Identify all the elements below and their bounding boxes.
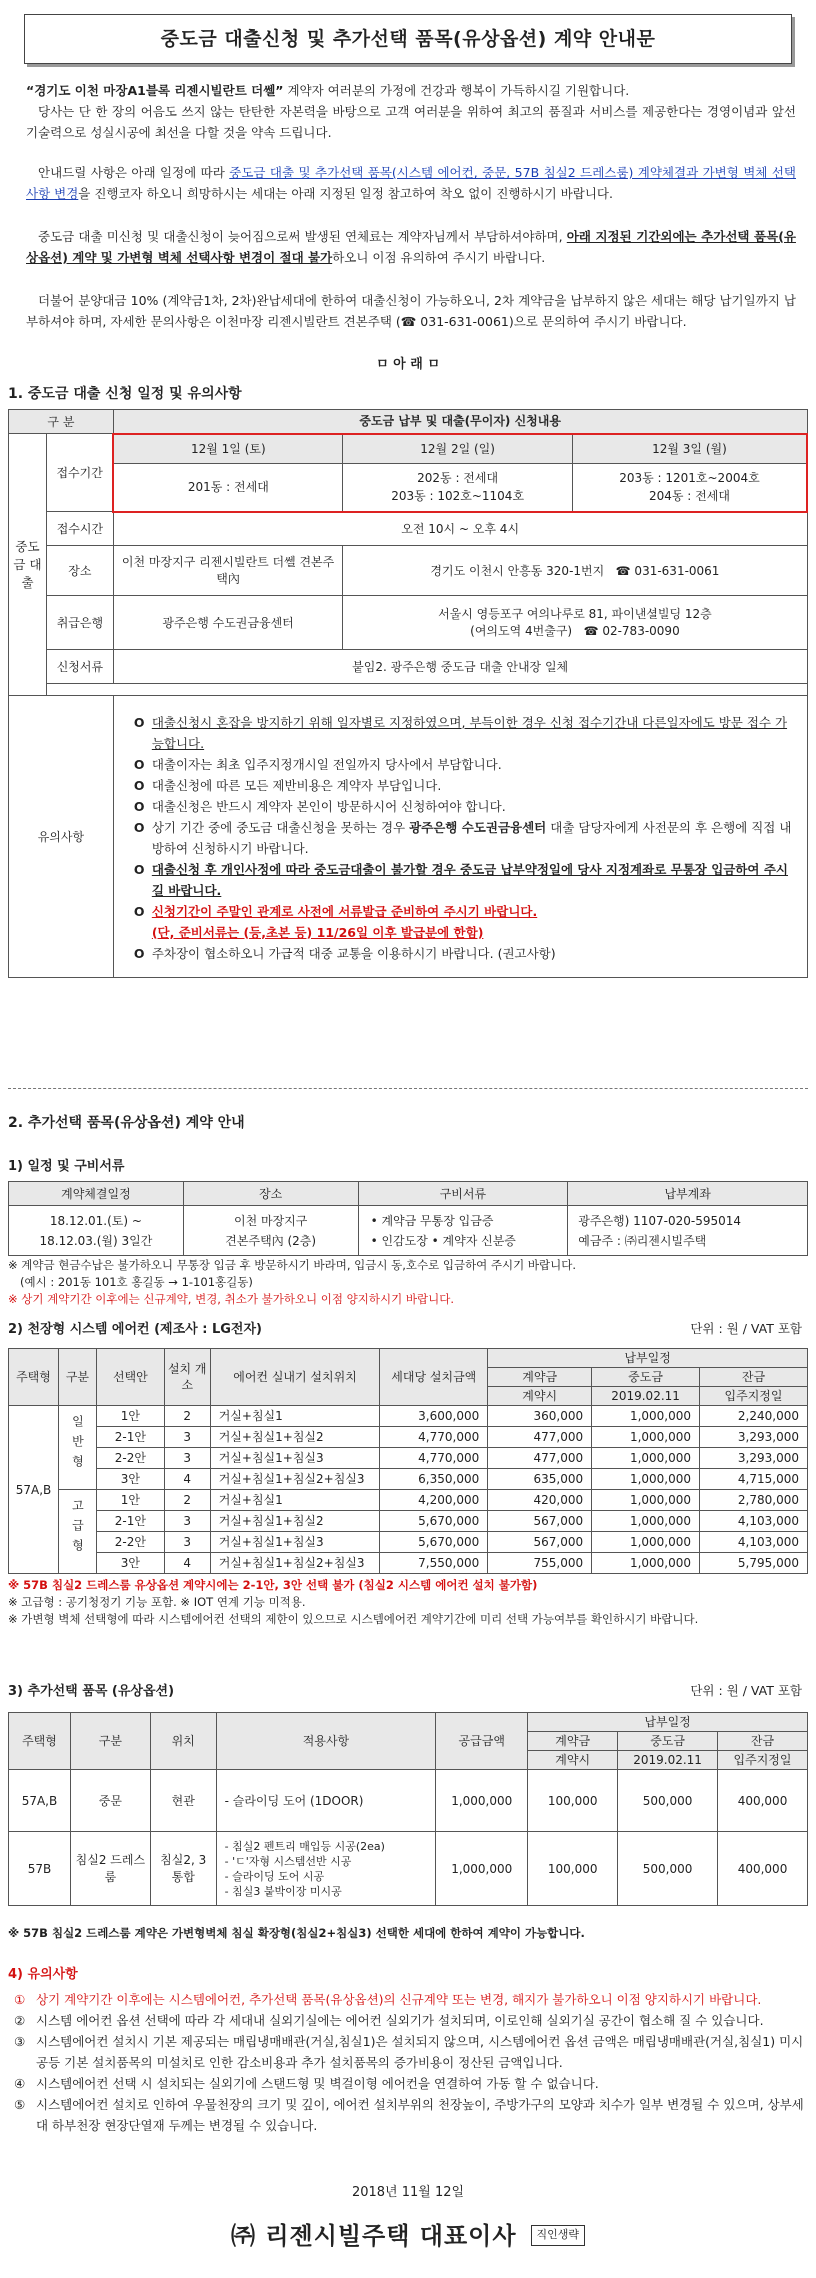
caution-item — [132, 754, 793, 775]
contract-doc-line2: • 인감도장 • 계약자 신분증 — [370, 1233, 516, 1248]
caution-cell — [113, 696, 807, 978]
sub-heading-schedule: 1) 일정 및 구비서류 — [8, 1159, 125, 1174]
sub-heading-options: 3) 추가선택 품목 (유상옵션) — [8, 1684, 175, 1699]
ac-header-count: 설치 개소 — [164, 1349, 210, 1406]
caution-item — [132, 817, 793, 859]
note-cash: ※ 계약금 현금수납은 불가하오니 무통장 입금 후 방문하시기 바라며, 입금시 동,호수로 입금하여 주시기 바랍니다. — [8, 1258, 577, 1272]
caution-numbered-text: 시스템에어컨 설치시 기본 제공되는 매립냉매배관(거실,침실1)은 설치되지 않으며, 시스템에어컨 옵션 금액은 매립냉매배관(거실,침실1) 미시공등 기본 설치품목의 미설치로 인한 감소비용과 추가 설치품목의 증가비용이 정산된 금액입니다. — [36, 2034, 804, 2070]
place-address — [343, 546, 807, 596]
ac-location: 거실+침실1+침실2+침실3 — [210, 1553, 380, 1574]
sub-heading-aircon: 2) 천장형 시스템 에어컨 (제조사 : LG전자) — [8, 1322, 262, 1337]
ac-group-premium — [58, 1490, 96, 1574]
ac-balance: 4,715,000 — [700, 1469, 808, 1490]
unit-label-2: 단위 : 원 / VAT 포함 — [690, 1683, 802, 1698]
op-header-balance: 잔금 — [718, 1732, 808, 1751]
ac-header-balance-when: 입주지정일 — [700, 1387, 808, 1406]
payment-account — [568, 1206, 808, 1256]
ac-choice: 2-1안 — [96, 1427, 164, 1448]
caution-recommend: (권고사항) — [493, 945, 556, 961]
sub-heading-caution: 4) 유의사항 — [8, 1967, 78, 1982]
bank-address-line2 — [346, 623, 803, 640]
caution-text: 대출이자는 최초 입주지정개시일 전일까지 당사에서 부담합니다. — [151, 756, 502, 772]
caution-text: 주차장이 협소하오니 가급적 대중 교통을 이용하시기 바랍니다. — [151, 945, 494, 961]
deadline-warning: 아래 지정된 기간외에는 추가선택 품목(유상옵션) 계약 및 가변형 벽체 선택사항 변경이 절대 불가 — [26, 229, 796, 265]
bank-address-line1: 서울시 영등포구 여의나루로 81, 파이낸셜빌딩 12층 — [438, 606, 712, 621]
seal-omitted-stamp: 직인생략 — [531, 2225, 586, 2246]
date-3-buildings — [572, 464, 807, 512]
intro-paragraph-3 — [26, 226, 796, 268]
number-3-icon: ③ — [14, 2034, 26, 2049]
bank-address — [343, 596, 807, 650]
date-2-buildings — [343, 464, 573, 512]
required-docs: 붙임2. 광주은행 중도금 대출 안내장 일체 — [113, 650, 807, 684]
section-2-heading: 2. 추가선택 품목(유상옵션) 계약 안내 — [8, 1115, 245, 1131]
ac-count: 3 — [164, 1511, 210, 1532]
aircon-table — [8, 1348, 808, 1574]
ac-type: 57A,B — [9, 1406, 59, 1574]
row-label-docs: 신청서류 — [46, 650, 113, 684]
page-title: 중도금 대출신청 및 추가선택 품목(유상옵션) 계약 안내문 — [24, 14, 792, 64]
bullet-icon: O — [133, 819, 145, 835]
bank-station: (여의도역 4번출구) — [470, 623, 573, 638]
ac-deposit: 477,000 — [488, 1448, 592, 1469]
op-gubun: 중문 — [70, 1770, 150, 1832]
caution-item — [132, 901, 793, 943]
op-gubun: 침실2 드레스룸 — [70, 1832, 150, 1906]
op-deposit: 100,000 — [528, 1770, 618, 1832]
schedule-header: 납부계좌 — [568, 1182, 808, 1206]
ac-deposit: 420,000 — [488, 1490, 592, 1511]
ac-group-standard-label: 일반형 — [70, 1415, 85, 1475]
caution-numbered-text: 시스템 에어컨 옵션 선택에 따라 각 세대내 실외기실에는 에어컨 실외기가 설치되며, 이로인해 실외기실 공간이 협소해 질 수 있습니다. — [36, 2013, 764, 2028]
number-5-icon: ⑤ — [14, 2097, 26, 2112]
ac-header-middle-when: 2019.02.11 — [592, 1387, 700, 1406]
note-variable-wall: ※ 가변형 벽체 선택형에 따라 시스템에어컨 선택의 제한이 있으므로 시스템에어컨 계약기간에 미리 선택 가능여부를 확인하시기 바랍니다. — [8, 1612, 699, 1626]
caution-text: 대출신청시 혼잡을 방지하기 위해 일자별로 지정하였으며, 부득이한 경우 신청 접수기간내 다른일자에도 방문 접수 가능합니다. — [151, 714, 788, 751]
caution-numbered-item — [14, 2010, 804, 2031]
row-label-caution: 유의사항 — [9, 696, 114, 978]
unit-label: 단위 : 원 / VAT 포함 — [690, 1321, 802, 1336]
ac-middle: 1,000,000 — [592, 1448, 700, 1469]
op-price: 1,000,000 — [436, 1832, 528, 1906]
deadline-text-b: 하오니 이점 유의하여 주시기 바랍니다. — [332, 250, 546, 265]
op-header-middle: 중도금 — [618, 1732, 718, 1751]
op-apply: - 슬라이딩 도어 (1DOOR) — [216, 1770, 436, 1832]
bullet-icon: O — [133, 756, 145, 772]
schedule-header: 장소 — [183, 1182, 358, 1206]
intro-paragraph-2 — [26, 162, 796, 204]
op-header-location: 위치 — [150, 1713, 216, 1770]
op-type: 57B — [9, 1832, 71, 1906]
ac-count: 2 — [164, 1490, 210, 1511]
caution-numbered-text: 상기 계약기간 이후에는 시스템에어컨, 추가선택 품목(유상옵션)의 신규계약 또는 변경, 해지가 불가하오니 이점 양지하시기 바랍니다. — [36, 1992, 762, 2007]
ac-location: 거실+침실1+침실3 — [210, 1448, 380, 1469]
loan-group-label: 중도금 대출 — [9, 434, 47, 696]
caution-text-c: 대출 담당자에게 사전문의 후 은행에 직접 내방하여 신청하시기 바랍니다. — [151, 819, 792, 856]
project-name: “경기도 이천 마장A1블록 리젠시빌란트 더쎌” — [26, 83, 284, 98]
ac-header-balance: 잔금 — [700, 1368, 808, 1387]
ac-price: 5,670,000 — [380, 1532, 488, 1553]
ac-location: 거실+침실1+침실2+침실3 — [210, 1469, 380, 1490]
ac-header-type: 주택형 — [9, 1349, 59, 1406]
ac-choice: 3안 — [96, 1553, 164, 1574]
section-divider — [8, 1088, 808, 1089]
number-1-icon: ① — [14, 1992, 26, 2007]
ac-choice: 2-1안 — [96, 1511, 164, 1532]
op-type: 57A,B — [9, 1770, 71, 1832]
op-header-type: 주택형 — [9, 1713, 71, 1770]
ac-middle: 1,000,000 — [592, 1490, 700, 1511]
intro-paragraph-1 — [26, 80, 796, 143]
caution-text: 대출신청은 반드시 계약자 본인이 방문하시어 신청하여야 합니다. — [151, 798, 506, 814]
ac-choice: 2-2안 — [96, 1448, 164, 1469]
caution-item — [132, 943, 793, 964]
ac-count: 2 — [164, 1406, 210, 1427]
caution-numbered-item — [14, 2031, 804, 2073]
ac-balance: 5,795,000 — [700, 1553, 808, 1574]
caution-item — [132, 775, 793, 796]
ac-middle: 1,000,000 — [592, 1511, 700, 1532]
ac-choice: 2-2안 — [96, 1532, 164, 1553]
ac-middle: 1,000,000 — [592, 1406, 700, 1427]
signature-block — [0, 2218, 816, 2254]
caution-bank: 광주은행 수도권금융센터 — [409, 819, 547, 835]
op-header-gubun: 구분 — [70, 1713, 150, 1770]
ac-choice: 1안 — [96, 1490, 164, 1511]
ac-header-pay: 납부일정 — [488, 1349, 808, 1368]
ac-deposit: 567,000 — [488, 1532, 592, 1553]
ac-price: 4,770,000 — [380, 1448, 488, 1469]
caution-numbered-item — [14, 2094, 804, 2136]
schedule-text-a: 안내드릴 사항은 아래 일정에 따라 — [38, 165, 230, 180]
ac-group-standard — [58, 1406, 96, 1490]
ac-header-price: 세대당 설치금액 — [380, 1349, 488, 1406]
contract-date-end: 18.12.03.(월) 3일간 — [39, 1233, 153, 1248]
op-header-apply: 적용사항 — [216, 1713, 436, 1770]
ac-deposit: 567,000 — [488, 1511, 592, 1532]
contract-dates — [9, 1206, 184, 1256]
note-premium: ※ 고급형 : 공기청정기 기능 포함. ※ IOT 연계 기능 미적용. — [8, 1595, 306, 1609]
ac-header-choice: 선택안 — [96, 1349, 164, 1406]
date-3-building-b: 204동 : 전세대 — [648, 489, 730, 504]
ac-header-location: 에어컨 실내기 설치위치 — [210, 1349, 380, 1406]
spacer-cell — [46, 684, 807, 696]
ac-price: 6,350,000 — [380, 1469, 488, 1490]
contract-date-start: 18.12.01.(토) ~ — [49, 1213, 142, 1228]
note-dressroom: ※ 57B 침실2 드레스룸 계약은 가변형벽체 침실 확장형(침실2+침실3) 선택한 세대에 한하여 계약이 가능합니다. — [8, 1926, 585, 1940]
ac-balance: 2,780,000 — [700, 1490, 808, 1511]
op-apply-list — [216, 1832, 436, 1906]
company-name: ㈜ 리젠시빌주택 대표이사 — [230, 2222, 517, 2250]
date-2-building-a: 202동 : 전세대 — [417, 471, 499, 486]
op-header-pay: 납부일정 — [528, 1713, 808, 1732]
op-apply-item: - 슬라이딩 도어 시공 — [224, 1869, 325, 1883]
ac-choice: 1안 — [96, 1406, 164, 1427]
ac-price: 5,670,000 — [380, 1511, 488, 1532]
ac-middle: 1,000,000 — [592, 1427, 700, 1448]
op-header-deposit-when: 계약시 — [528, 1751, 618, 1770]
place-phone: ☎ 031-631-0061 — [615, 563, 720, 578]
caution-text-a: 상기 기간 중에 중도금 대출신청을 못하는 경우 — [151, 819, 410, 835]
ac-price: 7,550,000 — [380, 1553, 488, 1574]
contract-doc-line1: • 계약금 무통장 입금증 — [370, 1213, 494, 1228]
schedule-text-b: 을 진행코자 하오니 희망하시는 세대는 아래 지정된 일정 참고하여 착오 없이 진행하시기 바랍니다. — [78, 186, 613, 201]
ac-middle: 1,000,000 — [592, 1532, 700, 1553]
ac-location: 거실+침실1+침실2 — [210, 1427, 380, 1448]
bullet-icon: O — [133, 903, 145, 919]
op-price: 1,000,000 — [436, 1770, 528, 1832]
intro-greeting: 계약자 여러분의 가정에 건강과 행복이 가득하시길 기원합니다. — [283, 83, 630, 98]
ac-count: 3 — [164, 1448, 210, 1469]
op-location: 현관 — [150, 1770, 216, 1832]
op-deposit: 100,000 — [528, 1832, 618, 1906]
place-name: 이천 마장지구 리젠시빌란트 더쎌 견본주택內 — [113, 546, 343, 596]
bullet-icon: O — [133, 945, 145, 961]
number-4-icon: ④ — [14, 2076, 26, 2091]
ac-balance: 4,103,000 — [700, 1511, 808, 1532]
ac-balance: 3,293,000 — [700, 1448, 808, 1469]
bank-name: 광주은행 수도권금융센터 — [113, 596, 343, 650]
options-table — [8, 1712, 808, 1906]
ac-location: 거실+침실1+침실2 — [210, 1511, 380, 1532]
caution-numbered-item — [14, 2073, 804, 2094]
ac-price: 4,770,000 — [380, 1427, 488, 1448]
bullet-icon: O — [133, 777, 145, 793]
op-middle: 500,000 — [618, 1770, 718, 1832]
ac-group-premium-label: 고급형 — [70, 1499, 85, 1559]
loan-header-gubun: 구 분 — [9, 410, 114, 434]
caution-numbered-list — [14, 1989, 804, 2136]
row-label-bank: 취급은행 — [46, 596, 113, 650]
caution-list — [132, 712, 793, 964]
intro-pledge: 당사는 단 한 장의 어음도 쓰지 않는 탄탄한 자본력을 바탕으로 고객 여러분을 위하여 최고의 품질과 서비스를 제공한다는 경영이념과 앞선 기술력으로 성실시공에 최선을 다할 것을 약속 드립니다. — [26, 104, 796, 140]
schedule-header: 계약체결일정 — [9, 1182, 184, 1206]
schedule-header: 구비서류 — [358, 1182, 568, 1206]
op-apply-item: - 침실3 붙박이장 미시공 — [224, 1884, 342, 1898]
contract-docs — [358, 1206, 568, 1256]
account-holder: 예금주 : ㈜리젠시빌주택 — [578, 1233, 707, 1248]
bank-phone: ☎ 02-783-0090 — [583, 623, 680, 638]
ac-header-deposit-when: 계약시 — [488, 1387, 592, 1406]
ac-choice: 3안 — [96, 1469, 164, 1490]
note-57b-restriction: ※ 57B 침실2 드레스룸 유상옵션 계약시에는 2-1안, 3안 선택 불가 (침실2 시스템 에어컨 설치 불가함) — [8, 1578, 538, 1592]
ac-price: 4,200,000 — [380, 1490, 488, 1511]
ac-deposit: 635,000 — [488, 1469, 592, 1490]
ac-location: 거실+침실1 — [210, 1490, 380, 1511]
note-no-change: ※ 상기 계약기간 이후에는 신규계약, 변경, 취소가 불가하오니 이점 양지하시기 바랍니다. — [8, 1292, 454, 1306]
row-label-place: 장소 — [46, 546, 113, 596]
section-1-heading: 1. 중도금 대출 신청 일정 및 유의사항 — [8, 386, 242, 402]
date-3-building-a: 203동 : 1201호~2004호 — [619, 471, 760, 486]
ac-deposit: 477,000 — [488, 1427, 592, 1448]
contract-place-line1: 이천 마장지구 — [234, 1213, 308, 1228]
op-header-balance-when: 입주지정일 — [718, 1751, 808, 1770]
date-1-buildings: 201동 : 전세대 — [113, 464, 343, 512]
caution-item — [132, 859, 793, 901]
op-location: 침실2, 3 통합 — [150, 1832, 216, 1906]
date-1: 12월 1일 (토) — [113, 434, 343, 464]
ac-header-gubun: 구분 — [58, 1349, 96, 1406]
below-heading: ㅁ 아 래 ㅁ — [376, 357, 440, 372]
caution-text: 대출신청에 따른 모든 제반비용은 계약자 부담입니다. — [151, 777, 442, 793]
schedule-link[interactable]: 중도금 대출 및 추가선택 품목(시스템 에어컨, 중문, 57B 침실2 드레스룸) 계약체결과 가변형 벽체 선택사항 변경 — [26, 165, 796, 201]
caution-item — [132, 796, 793, 817]
bullet-icon: O — [133, 798, 145, 814]
contract-place-line2: 견본주택內 (2층) — [225, 1233, 317, 1248]
ac-middle: 1,000,000 — [592, 1469, 700, 1490]
account-number: 광주은행) 1107-020-595014 — [578, 1213, 742, 1228]
ac-price: 3,600,000 — [380, 1406, 488, 1427]
date-2: 12월 2일 (일) — [343, 434, 573, 464]
notice-date: 2018년 11월 12일 — [351, 2185, 465, 2200]
op-header-deposit: 계약금 — [528, 1732, 618, 1751]
note-example: (예시 : 201동 101호 홍길동 → 1-101홍길동) — [20, 1275, 253, 1289]
date-2-building-b: 203동 : 102호~1104호 — [391, 489, 525, 504]
loan-table — [8, 409, 808, 978]
contract-place — [183, 1206, 358, 1256]
ac-balance: 3,293,000 — [700, 1427, 808, 1448]
place-address-text: 경기도 이천시 안흥동 320-1번지 — [430, 563, 605, 578]
date-3: 12월 3일 (월) — [572, 434, 807, 464]
op-header-middle-when: 2019.02.11 — [618, 1751, 718, 1770]
schedule-notes — [8, 1257, 808, 1308]
reception-time: 오전 10시 ~ 오후 4시 — [113, 512, 807, 546]
aircon-notes — [8, 1577, 808, 1628]
caution-numbered-item — [14, 1989, 804, 2010]
ac-location: 거실+침실1 — [210, 1406, 380, 1427]
ac-header-deposit: 계약금 — [488, 1368, 592, 1387]
ac-header-middle: 중도금 — [592, 1368, 700, 1387]
caution-red-note: (단, 준비서류는 (등,초본 등) 11/26일 이후 발급분에 한함) — [151, 924, 484, 940]
bullet-icon: O — [133, 861, 145, 877]
ac-count: 3 — [164, 1532, 210, 1553]
ac-middle: 1,000,000 — [592, 1553, 700, 1574]
option-schedule-table — [8, 1181, 808, 1256]
caution-numbered-text: 시스템에어컨 선택 시 설치되는 실외기에 스탠드형 및 벽걸이형 에어컨을 연결하여 가동 할 수 없습니다. — [36, 2076, 599, 2091]
ac-balance: 2,240,000 — [700, 1406, 808, 1427]
caution-text: 대출신청 후 개인사정에 따라 중도금대출이 불가할 경우 중도금 납부약정일에 당사 지정계좌로 무통장 입금하여 주시길 바랍니다. — [151, 861, 789, 898]
row-label-time: 접수시간 — [46, 512, 113, 546]
loan-header-content: 중도금 납부 및 대출(무이자) 신청내용 — [113, 410, 807, 434]
ac-deposit: 755,000 — [488, 1553, 592, 1574]
ac-count: 4 — [164, 1553, 210, 1574]
ac-deposit: 360,000 — [488, 1406, 592, 1427]
number-2-icon: ② — [14, 2013, 26, 2028]
caution-red-text: 신청기간이 주말인 관계로 사전에 서류발급 준비하여 주시기 바랍니다. — [151, 903, 538, 919]
op-apply-item: - 'ㄷ'자형 시스템선반 시공 — [224, 1854, 352, 1868]
late-fee-text: 중도금 대출 미신청 및 대출신청이 늦어짐으로써 발생된 연체료는 계약자님께서 부담하셔야하며, — [38, 229, 567, 244]
bullet-icon: O — [133, 714, 145, 730]
op-balance: 400,000 — [718, 1770, 808, 1832]
ac-balance: 4,103,000 — [700, 1532, 808, 1553]
op-apply-item: - 침실2 펜트리 매입등 시공(2ea) — [224, 1839, 385, 1853]
caution-numbered-text: 시스템에어컨 설치로 인하여 우물천장의 크기 및 깊이, 에어컨 설치부위의 천장높이, 주방가구의 모양과 치수가 일부 변경될 수 있으며, 상부세대 하부천장 현장단열재 두께는 변경될 수 있습니다. — [36, 2097, 804, 2133]
ac-count: 3 — [164, 1427, 210, 1448]
op-header-price: 공급금액 — [436, 1713, 528, 1770]
caution-item — [132, 712, 793, 754]
op-balance: 400,000 — [718, 1832, 808, 1906]
intro-paragraph-4: 더불어 분양대금 10% (계약금1차, 2차)완납세대에 한하여 대출신청이 가능하오니, 2차 계약금을 납부하지 않은 세대는 해당 납기일까지 납부하셔야 하며, 자세한 문의사항은 이천마장 리젠시빌란트 견본주택 (☎ 031-631-0061)으로 문의하여 주시기 바랍니다. — [26, 293, 796, 329]
ac-count: 4 — [164, 1469, 210, 1490]
ac-location: 거실+침실1+침실3 — [210, 1532, 380, 1553]
row-label-period: 접수기간 — [46, 434, 113, 512]
op-middle: 500,000 — [618, 1832, 718, 1906]
